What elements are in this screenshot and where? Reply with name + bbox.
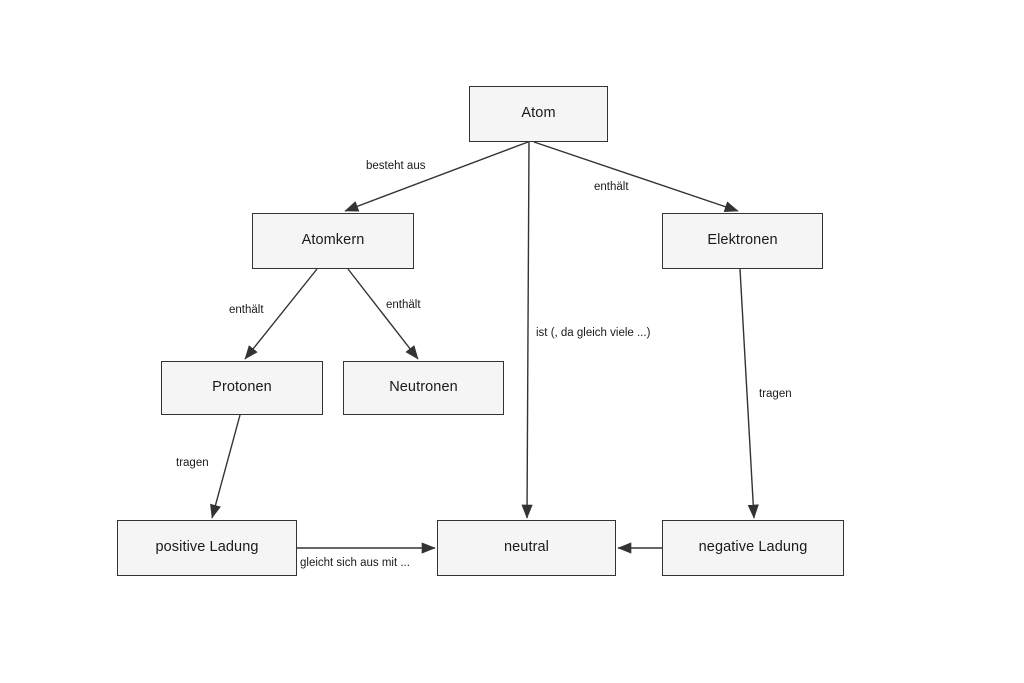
edge-label-enthaelt-elektronen: enthält [594, 181, 629, 193]
edge-atom-neutral [527, 142, 529, 518]
edge-atom-atomkern [345, 142, 528, 211]
node-atomkern-label: Atomkern [301, 232, 365, 249]
edge-atom-elektronen [534, 142, 738, 211]
node-negative-ladung-label: negative Ladung [698, 539, 808, 556]
node-negative-ladung[interactable] [662, 520, 844, 576]
edge-label-gleicht-sich-aus-mit: gleicht sich aus mit ... [300, 557, 410, 569]
node-atom-label: Atom [521, 105, 556, 122]
node-positive-ladung-label: positive Ladung [155, 539, 259, 556]
node-neutronen[interactable] [343, 361, 504, 415]
edge-label-enthaelt-neutronen: enthält [386, 299, 421, 311]
node-elektronen[interactable] [662, 213, 823, 269]
node-atom[interactable] [469, 86, 608, 142]
edge-atomkern-neutronen [348, 269, 418, 359]
node-positive-ladung[interactable] [117, 520, 297, 576]
edge-protonen-positive-ladung [212, 415, 240, 518]
edge-label-tragen-elektronen: tragen [759, 388, 792, 400]
node-atomkern[interactable] [252, 213, 414, 269]
edge-label-tragen-protonen: tragen [176, 457, 209, 469]
edge-label-ist-da-gleich-viele: ist (, da gleich viele ...) [536, 327, 651, 339]
edge-label-enthaelt-protonen: enthält [229, 304, 264, 316]
node-neutronen-label: Neutronen [389, 379, 458, 396]
node-neutral[interactable] [437, 520, 616, 576]
node-protonen-label: Protonen [212, 379, 272, 396]
node-protonen[interactable] [161, 361, 323, 415]
edge-label-besteht-aus: besteht aus [366, 160, 426, 172]
node-neutral-label: neutral [503, 539, 550, 556]
edge-elektronen-negative-ladung [740, 269, 754, 518]
node-elektronen-label: Elektronen [707, 232, 778, 249]
